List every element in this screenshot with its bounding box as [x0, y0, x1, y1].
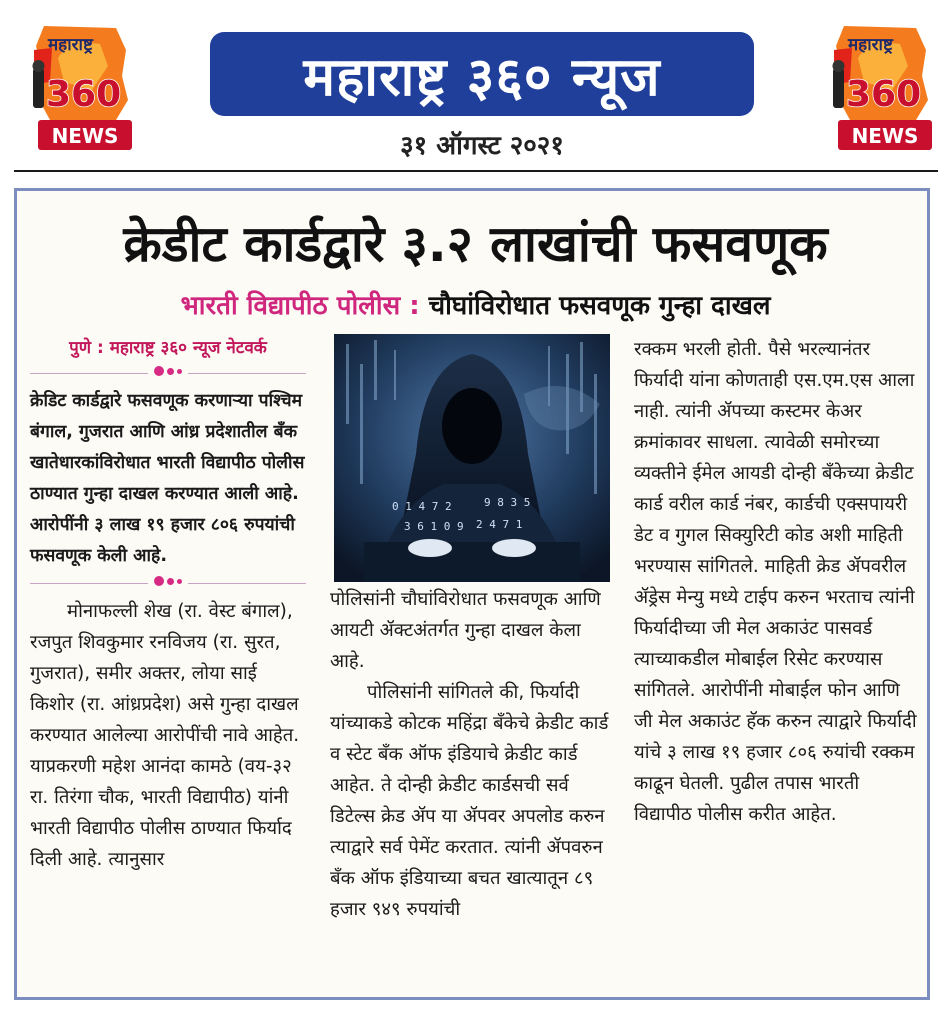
- article-column-3: [634, 334, 920, 830]
- article-headline: क्रेडीट कार्डद्वारे ३.२ लाखांची फसवणूक: [123, 215, 828, 273]
- section-divider: [30, 362, 306, 386]
- logo-news-label: NEWS: [851, 124, 919, 148]
- masthead-title: महाराष्ट्र ३६० न्यूज: [303, 46, 661, 108]
- dateline: पुणे : महाराष्ट्र ३६० न्यूज नेटवर्क: [69, 338, 267, 358]
- article-subhead: [0, 286, 951, 322]
- article-intro: क्रेडिट कार्डद्वारे फसवणूक करणाऱ्या पश्चिम बंगाल, गुजरात आणि आंध्र प्रदेशातील बँक खातेधारकांविरोधात भारती विद्यापीठ पोलीस ठाण्यात गुन्हा दाखल करण्यात आली आहे. आरोपींनी ३ लाख १९ हजार ८०६ रुपयांची फसवणूक केली आहे.: [30, 391, 305, 566]
- section-divider: [30, 572, 306, 596]
- logo-top-text: महाराष्ट्र: [48, 35, 93, 55]
- logo-news-label: NEWS: [51, 124, 119, 148]
- subhead-source: भारती विद्यापीठ पोलीस :: [180, 291, 420, 321]
- logo-top-text: महाराष्ट्र: [848, 35, 893, 55]
- brand-logo-right: [830, 20, 936, 156]
- brand-logo-left: [30, 20, 136, 156]
- hacker-photo: [334, 334, 610, 582]
- svg-text:9 8 3 5: 9 8 3 5: [484, 496, 531, 509]
- article-paragraph: रक्कम भरली होती. पैसे भरल्यानंतर फिर्यादी यांना कोणताही एस.एम.एस आला नाही. त्यांनी ॲपच्या कस्टमर केअर क्रमांकावर साधला. त्यावेळी समोरच्या व्यक्तीने ईमेल आयडी दोन्ही बँकेच्या क्रेडीट कार्ड वरील कार्ड नंबर, कार्डची एक्सपायरी डेट व गुगल सिक्युरिटी कोड अशी माहिती भरण्यास सांगितले. माहिती क्रेड ॲपवरील ॲड्रेस मेन्यु मध्ये टाईप करुन भरताच त्यांनी फिर्यादीच्या जी मेल अकाउंट पासवर्ड त्याच्याकडील मोबाईल रिसेट करण्यास सांगितले. आरोपींनी मोबाईल फोन आणि जी मेल अकाउंट हॅक करुन त्याद्वारे फिर्यादी यांचे ३ लाख १९ हजार ८०६ रुयांची रक्कम काढून घेतली. पुढील तपास भारती विद्यापीठ पोलीस करीत आहेत.: [634, 339, 917, 825]
- article-paragraph: मोनाफल्ली शेख (रा. वेस्ट बंगाल), रजपुत शिवकुमार रनविजय (रा. सुरत, गुजरात), समीर अक्तर, लोया साई किशोर (रा. आंध्रप्रदेश) असे गुन्हा दाखल करण्यात आलेल्या आरोपींची नावे आहेत. याप्रकरणी महेश आनंदा कामठे (वय-३२ रा. तिरंगा चौक, भारती विद्यापीठ) यांनी भारती विद्यापीठ पोलीस ठाण्यात फिर्याद दिली आहे. त्यानुसार: [30, 601, 300, 870]
- article-paragraph: पोलिसांनी चौघांविरोधात फसवणूक आणि आयटी ॲक्टअंतर्गत गुन्हा दाखल केला आहे.: [330, 589, 601, 672]
- masthead-rule: [14, 170, 938, 172]
- svg-text:2 4 7 1: 2 4 7 1: [476, 518, 523, 531]
- article-paragraph: पोलिसांनी सांगितले की, फिर्यादी यांच्याकडे कोटक महिंद्रा बँकेचे क्रेडीट कार्ड व स्टेट बँक ऑफ इंडियाचे क्रेडीट कार्ड आहेत. ते दोन्ही क्रेडीट कार्डसची सर्व डिटेल्स क्रेड ॲप या ॲपवर अपलोड करुन त्याद्वारे सर्व पेमेंट करतात. त्यांनी ॲपवरुन बँक ऑफ इंडियाच्या बचत खात्यातून ८९ हजार ९४९ रुपयांची: [330, 682, 609, 920]
- subhead-text: चौघांविरोधात फसवणूक गुन्हा दाखल: [428, 291, 771, 321]
- masthead-banner: [210, 32, 754, 116]
- article-column-1: [30, 334, 306, 875]
- svg-text:0 1 4 7 2: 0 1 4 7 2: [392, 500, 452, 513]
- logo-number: 360: [46, 74, 122, 115]
- logo-number: 360: [846, 74, 922, 115]
- svg-text:3 6 1 0 9: 3 6 1 0 9: [404, 520, 464, 533]
- article-column-2: [330, 584, 610, 925]
- issue-date: ३१ ऑगस्ट २०२१: [400, 131, 564, 161]
